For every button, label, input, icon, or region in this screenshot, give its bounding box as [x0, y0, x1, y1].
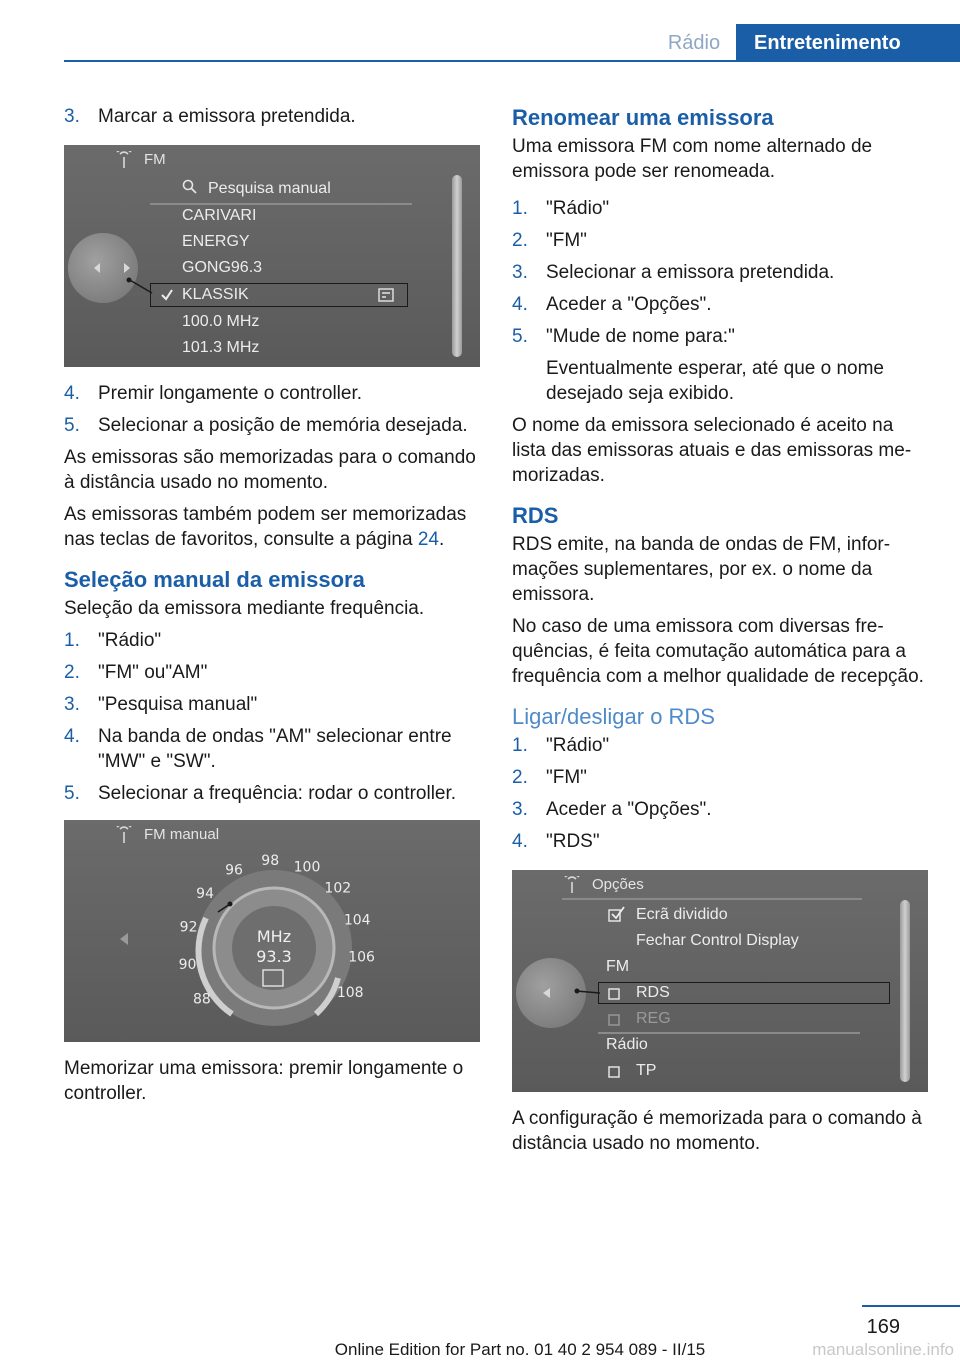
store-icon — [378, 288, 394, 302]
screen-title: FM — [144, 151, 166, 168]
menu-row-search: Pesquisa manual — [208, 180, 331, 197]
station-row: CARIVARI — [182, 207, 257, 224]
arrows-icon — [92, 261, 132, 275]
list-item: 2. "FM" — [512, 767, 587, 788]
screen-title: FM manual — [144, 826, 220, 843]
arrow-left-icon — [540, 986, 554, 1000]
search-icon — [182, 179, 198, 195]
paragraph: Uma emissora FM com nome alternado de emissora pode ser renomeada. — [512, 136, 873, 182]
list-item: 4. Premir longamente o controller. — [64, 383, 363, 404]
frequency-label: 96 — [225, 862, 243, 879]
list-number: 1. — [512, 198, 528, 219]
list-number: 4. — [512, 831, 528, 852]
footer-rule — [862, 1305, 960, 1307]
list-item: 1. "Rádio" — [512, 735, 610, 756]
list-number: 5. — [64, 783, 80, 804]
toggle-step-list — [512, 733, 932, 854]
fm-manual-screenshot — [64, 820, 480, 1042]
antenna-icon — [114, 826, 134, 844]
list-number: 2. — [64, 662, 80, 683]
list-item: 4. "RDS" — [512, 831, 600, 852]
list-number: 5. — [64, 415, 80, 436]
list-number: 2. — [512, 767, 528, 788]
section-heading-manual: Seleção manual da emissora — [64, 567, 365, 592]
option-row-selected: RDS — [636, 984, 670, 1001]
divider — [598, 1032, 860, 1034]
option-row: TP — [636, 1062, 657, 1079]
sub-note: Eventualmente esperar, até que o nome desejado seja exibido. — [546, 358, 885, 404]
footer-edition: Online Edition for Part no. 01 40 2 954 089 - II/15 — [334, 1340, 706, 1359]
antenna-icon — [114, 151, 134, 169]
frequency-label: 102 — [324, 880, 352, 897]
list-number: 1. — [64, 630, 80, 651]
section-heading-rds: RDS — [512, 503, 559, 528]
pointer-line — [574, 984, 602, 998]
frequency-label: 88 — [192, 991, 211, 1008]
station-row: ENERGY — [182, 233, 250, 250]
header-section-tab: Rádio — [667, 32, 721, 54]
dial-frequency: 93.3 — [256, 947, 292, 966]
list-item: 5. Selecionar a frequência: rodar o controller. — [64, 783, 457, 804]
paragraph: A configuração é memorizada para o comando à distância usado no momento. — [512, 1108, 922, 1154]
frequency-label: 92 — [179, 919, 198, 936]
option-row: Fechar Control Display — [636, 932, 799, 949]
station-row-selected: KLASSIK — [182, 286, 249, 303]
header-chapter-tab: Entretenimento — [736, 24, 960, 62]
list-number: 1. — [512, 735, 528, 756]
paragraph: No caso de uma emissora com diversas frequências, é feita comutação automática para a frequência com a melhor qualidade de recepção. — [512, 616, 924, 687]
list-number: 4. — [512, 294, 528, 315]
frequency-label: 104 — [343, 912, 371, 929]
list-number: 4. — [64, 383, 80, 404]
pointer-line — [126, 277, 154, 297]
arrow-left-icon — [118, 932, 130, 946]
section-heading-rename: Renomear uma emissora — [512, 105, 774, 130]
header-rule — [64, 60, 960, 62]
checkmark-icon — [160, 288, 174, 302]
scrollbar — [900, 900, 910, 1082]
frequency-row: 100.0 MHz — [182, 313, 260, 330]
paragraph: Seleção da emissora mediante frequência. — [64, 598, 425, 619]
right-column — [512, 104, 932, 1163]
frequency-label: 108 — [336, 985, 364, 1001]
list-item: 3. "Pesquisa manual" — [64, 694, 258, 715]
fm-station-list-screenshot — [64, 145, 480, 367]
subsection-heading-toggle: Ligar/desligar o RDS — [512, 704, 715, 729]
list-number: 3. — [512, 799, 528, 820]
page-number: 169 — [866, 1316, 900, 1338]
list-number: 3. — [512, 262, 528, 283]
checkbox-disabled-icon — [608, 1014, 620, 1026]
list-item: 5. Selecionar a posição de memória desejada. — [64, 415, 468, 436]
screen-title: Opções — [592, 876, 644, 893]
paragraph: Memorizar uma emissora: premir longamente o controller. — [64, 1058, 464, 1104]
list-number: 4. — [64, 726, 80, 747]
option-row-disabled: REG — [636, 1010, 671, 1027]
scrollbar — [452, 175, 462, 357]
divider — [150, 203, 412, 205]
step-list-cont — [64, 381, 484, 438]
manual-step-list — [64, 628, 484, 806]
list-number: 3. — [64, 106, 80, 127]
paragraph: As emissoras são memorizadas para o comando à distância usado no momento. — [64, 447, 476, 493]
list-number: 5. — [512, 326, 528, 347]
option-group-label: Rádio — [606, 1036, 648, 1053]
paragraph: O nome da emissora selecionado é aceito na lista das emissoras atuais e das emissoras memorizadas. — [512, 415, 912, 486]
rename-step-list — [512, 196, 932, 349]
frequency-label: 94 — [196, 886, 215, 903]
list-number: 2. — [512, 230, 528, 251]
watermark: manualsonline.info — [812, 1340, 954, 1359]
list-item: 4. Aceder a "Opções". — [512, 294, 712, 315]
frequency-label: 98 — [261, 853, 280, 870]
frequency-label: 90 — [178, 957, 197, 973]
left-column — [64, 104, 484, 1113]
station-row: GONG96.3 — [182, 259, 263, 276]
list-item: 1. "Rádio" — [512, 198, 610, 219]
checkbox-icon — [608, 1066, 620, 1078]
list-item: 5. "Mude de nome para:" — [512, 326, 735, 347]
frequency-label: 106 — [348, 949, 375, 966]
page-link[interactable]: 24 — [417, 529, 439, 550]
checkbox-checked-icon — [608, 906, 626, 922]
antenna-icon — [562, 876, 582, 894]
option-group-label: FM — [606, 958, 630, 975]
list-item: 3. Marcar a emissora pretendida. — [64, 106, 356, 127]
frequency-row: 101.3 MHz — [182, 339, 260, 356]
list-item: 4. Na banda de ondas "AM" selecionar entre "MW" e "SW". — [64, 726, 452, 772]
frequency-label: 100 — [293, 859, 321, 876]
list-item: 3. Aceder a "Opções". — [512, 799, 712, 820]
list-number: 3. — [64, 694, 80, 715]
options-screenshot — [512, 870, 928, 1092]
frequency-dial — [164, 846, 404, 1042]
list-item: 3. Selecionar a emissora pretendida. — [512, 262, 835, 283]
list-item: 2. "FM" — [512, 230, 587, 251]
list-item: 2. "FM" ou"AM" — [64, 662, 208, 683]
option-row: Ecrã dividido — [636, 906, 728, 923]
paragraph-with-link: As emissoras também podem ser memorizadas nas teclas de favoritos, consulte a página 24. — [64, 504, 467, 550]
paragraph: RDS emite, na banda de ondas de FM, informações suplementares, por ex. o nome da emissora. — [512, 534, 891, 605]
dial-unit: MHz — [256, 927, 292, 946]
divider — [562, 898, 862, 900]
list-item: 1. "Rádio" — [64, 630, 162, 651]
checkbox-icon — [608, 988, 620, 1000]
step-list-start — [64, 104, 484, 129]
